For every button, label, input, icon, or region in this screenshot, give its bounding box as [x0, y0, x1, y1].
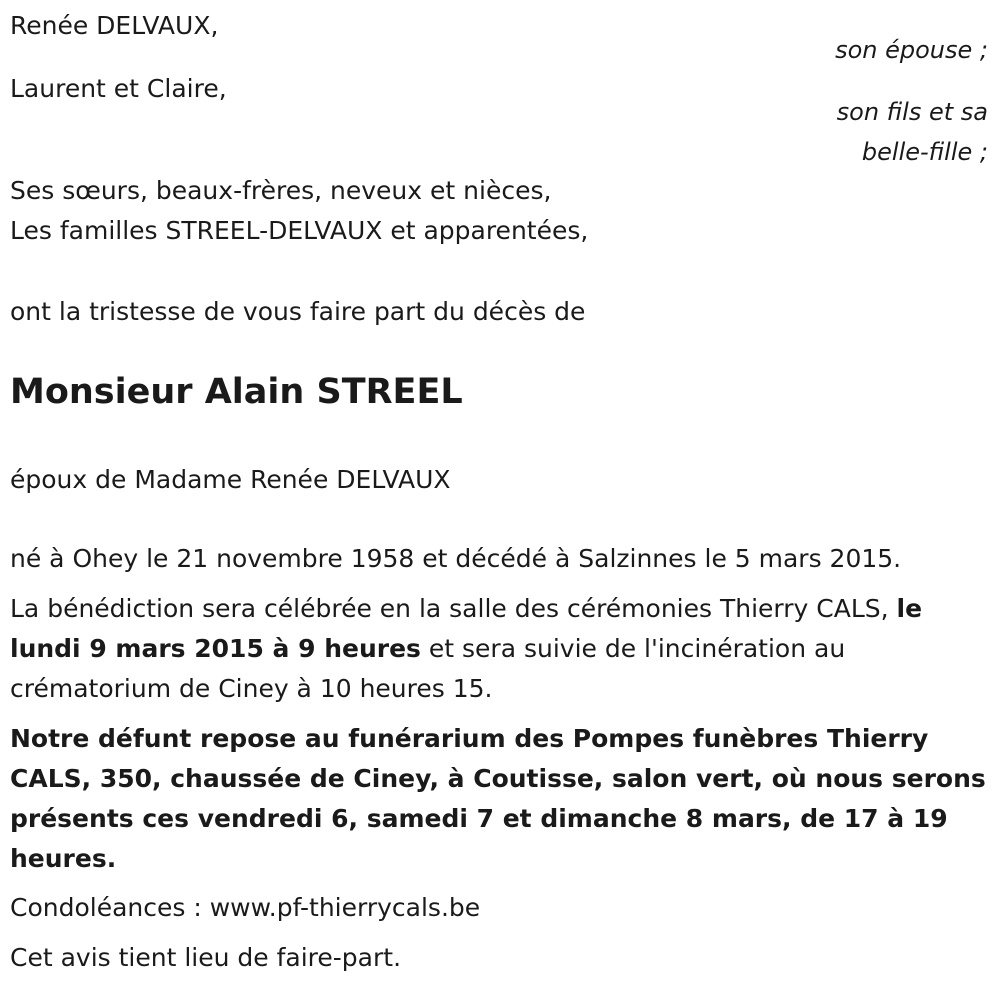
ceremony-line-1-text: La bénédiction sera célébrée en la salle des cérémonies Thierry CALS,: [10, 594, 897, 623]
birth-death-line: né à Ohey le 21 novembre 1958 et décédé à Salzinnes le 5 mars 2015.: [10, 544, 902, 573]
visitation-line-3: présents ces vendredi 6, samedi 7 et dimanche 8 mars, de 17 à 19: [10, 804, 948, 833]
spouse-of-line: époux de Madame Renée DELVAUX: [10, 465, 451, 494]
ceremony-paragraph: [10, 589, 990, 709]
children-role-line1: son fils et sa: [836, 98, 988, 126]
ceremony-date-time: lundi 9 mars 2015 à 9 heures: [10, 634, 421, 663]
visitation-line-2: CALS, 350, chaussée de Ciney, à Coutisse, salon vert, où nous serons: [10, 764, 986, 793]
ceremony-line-1-bold: le: [896, 594, 923, 623]
ceremony-line-2-text: et sera suivie de l'incinération au: [420, 634, 846, 663]
ceremony-line-2: [10, 629, 990, 669]
spouse-role: son épouse ;: [835, 36, 988, 64]
visitation-paragraph: [10, 719, 990, 879]
siblings-line: Ses sœurs, beaux-frères, neveux et nièces,: [10, 176, 552, 205]
intro-line: ont la tristesse de vous faire part du décès de: [10, 297, 586, 326]
visitation-line-4: heures.: [10, 844, 117, 873]
condolences-line: Condoléances : www.pf-thierrycals.be: [10, 893, 481, 922]
notice-line: Cet avis tient lieu de faire-part.: [10, 943, 402, 972]
ceremony-line-3: crématorium de Ciney à 10 heures 15.: [10, 674, 493, 703]
visitation-line-1: Notre défunt repose au funérarium des Pompes funèbres Thierry: [10, 724, 929, 753]
children-role-line2: belle-fille ;: [861, 138, 988, 166]
families-line: Les familles STREEL-DELVAUX et apparentées,: [10, 216, 589, 245]
deceased-name: Monsieur Alain STREEL: [10, 372, 463, 412]
children-names: Laurent et Claire,: [10, 74, 227, 103]
ceremony-line-1: [10, 589, 990, 629]
spouse-name: Renée DELVAUX,: [10, 11, 219, 40]
